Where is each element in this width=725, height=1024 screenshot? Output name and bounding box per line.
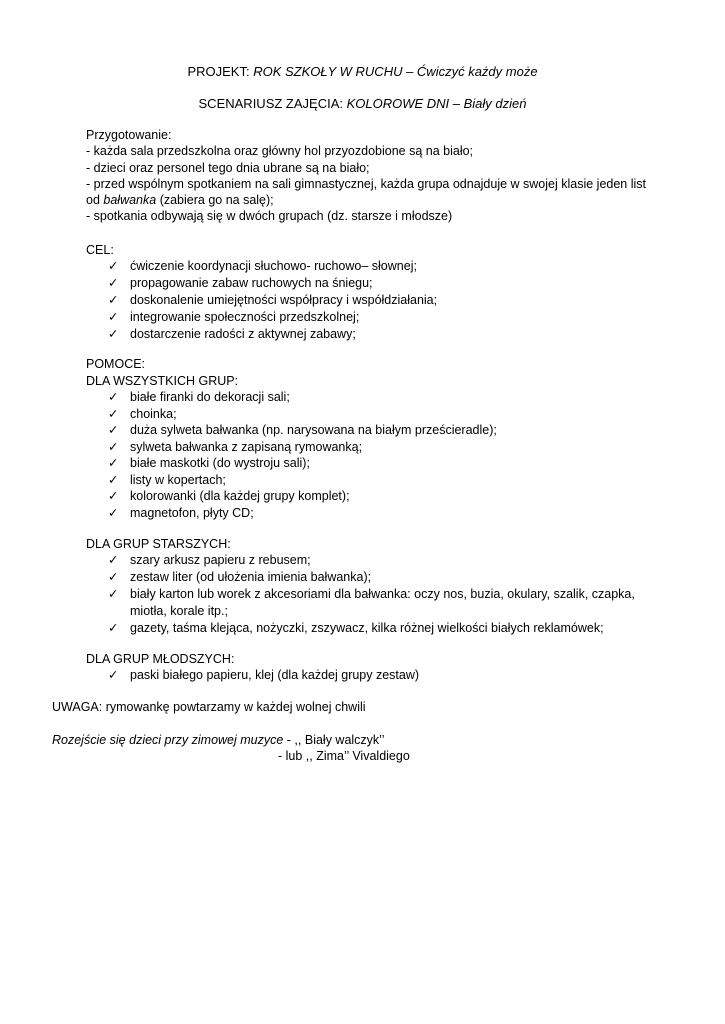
- note: UWAGA: rymowankę powtarzamy w każdej wolnej chwili: [52, 700, 366, 714]
- all-groups-heading: DLA WSZYSTKICH GRUP:: [86, 374, 239, 388]
- scenario-prefix: SCENARIUSZ ZAJĘCIA:: [198, 96, 347, 111]
- check-icon: ✓: [108, 259, 119, 273]
- check-icon: ✓: [108, 276, 119, 290]
- check-icon: ✓: [108, 439, 119, 454]
- check-icon: ✓: [108, 456, 119, 470]
- snowman-word: bałwanka: [103, 193, 157, 207]
- younger-groups-heading: DLA GRUP MŁODSZYCH:: [86, 652, 235, 666]
- list-item: listy w kopertach;: [130, 472, 226, 487]
- goals-heading: CEL:: [86, 243, 114, 257]
- list-item: paski białego papieru, klej (dla każdej grupy zestaw): [130, 668, 420, 682]
- list-item: sylweta bałwanka z zapisaną rymowanką;: [130, 439, 363, 454]
- check-icon: ✓: [108, 390, 119, 404]
- check-icon: ✓: [108, 310, 119, 324]
- check-icon: ✓: [108, 587, 119, 601]
- list-item: białe firanki do dekoracji sali;: [130, 390, 290, 404]
- closing-music-2: - lub ,, Zima’’ Vivaldiego: [278, 749, 410, 763]
- check-icon: ✓: [108, 505, 119, 520]
- check-icon: ✓: [108, 293, 119, 307]
- check-icon: ✓: [108, 668, 119, 682]
- list-item: miotła, korale itp.;: [130, 604, 228, 618]
- project-prefix: PROJEKT:: [187, 64, 254, 79]
- list-item: magnetofon, płyty CD;: [130, 505, 254, 520]
- list-item: dostarczenie radości z aktywnej zabawy;: [130, 327, 356, 341]
- check-icon: ✓: [108, 406, 119, 421]
- list-item: choinka;: [130, 406, 177, 421]
- list-item: biały karton lub worek z akcesoriami dla bałwanka: oczy nos, buzia, okulary, szalik, czapka,: [130, 587, 635, 601]
- closing-line: [52, 732, 385, 748]
- list-item: integrowanie społeczności przedszkolnej;: [130, 310, 360, 324]
- preparation-line: od bałwanka (zabiera go na salę);: [86, 193, 274, 207]
- preparation-line: - przed wspólnym spotkaniem na sali gimnastycznej, każda grupa odnajduje w swojej klasie jeden list: [86, 177, 647, 191]
- closing-italic: Rozejście się dzieci przy zimowej muzyce: [52, 733, 284, 747]
- check-icon: ✓: [108, 423, 119, 437]
- list-item: duża sylweta bałwanka (np. narysowana na białym prześcieradle);: [130, 423, 497, 437]
- older-groups-heading: DLA GRUP STARSZYCH:: [86, 537, 231, 551]
- list-item: białe maskotki (do wystroju sali);: [130, 456, 310, 470]
- aids-heading: POMOCE:: [86, 357, 146, 371]
- check-icon: ✓: [108, 553, 119, 567]
- scenario-title: [0, 96, 725, 112]
- check-icon: ✓: [108, 327, 119, 341]
- check-icon: ✓: [108, 621, 119, 635]
- check-icon: ✓: [108, 489, 119, 503]
- check-icon: ✓: [108, 472, 119, 487]
- scenario-name: KOLOROWE DNI – Biały dzień: [346, 96, 527, 111]
- list-item: kolorowanki (dla każdej grupy komplet);: [130, 489, 350, 503]
- list-item: szary arkusz papieru z rebusem;: [130, 553, 311, 567]
- check-icon: ✓: [108, 570, 119, 584]
- list-item: doskonalenie umiejętności współpracy i współdziałania;: [130, 293, 438, 307]
- list-item: zestaw liter (od ułożenia imienia bałwanka);: [130, 570, 372, 584]
- list-item: gazety, taśma klejąca, nożyczki, zszywacz, kilka różnej wielkości białych reklamówek;: [130, 621, 604, 635]
- closing-music-1: - ,, Biały walczyk’’: [283, 733, 385, 747]
- project-title: [0, 64, 725, 80]
- project-name: ROK SZKOŁY W RUCHU – Ćwiczyć każdy może: [253, 64, 538, 79]
- preparation-line: - spotkania odbywają się w dwóch grupach (dz. starsze i młodsze): [86, 209, 453, 223]
- list-item: ćwiczenie koordynacji słuchowo- ruchowo– słownej;: [130, 259, 417, 273]
- preparation-line: - każda sala przedszkolna oraz główny hol przyozdobione są na biało;: [86, 144, 474, 158]
- preparation-heading: Przygotowanie:: [86, 128, 172, 142]
- list-item: propagowanie zabaw ruchowych na śniegu;: [130, 276, 373, 290]
- preparation-line: - dzieci oraz personel tego dnia ubrane są na biało;: [86, 161, 370, 175]
